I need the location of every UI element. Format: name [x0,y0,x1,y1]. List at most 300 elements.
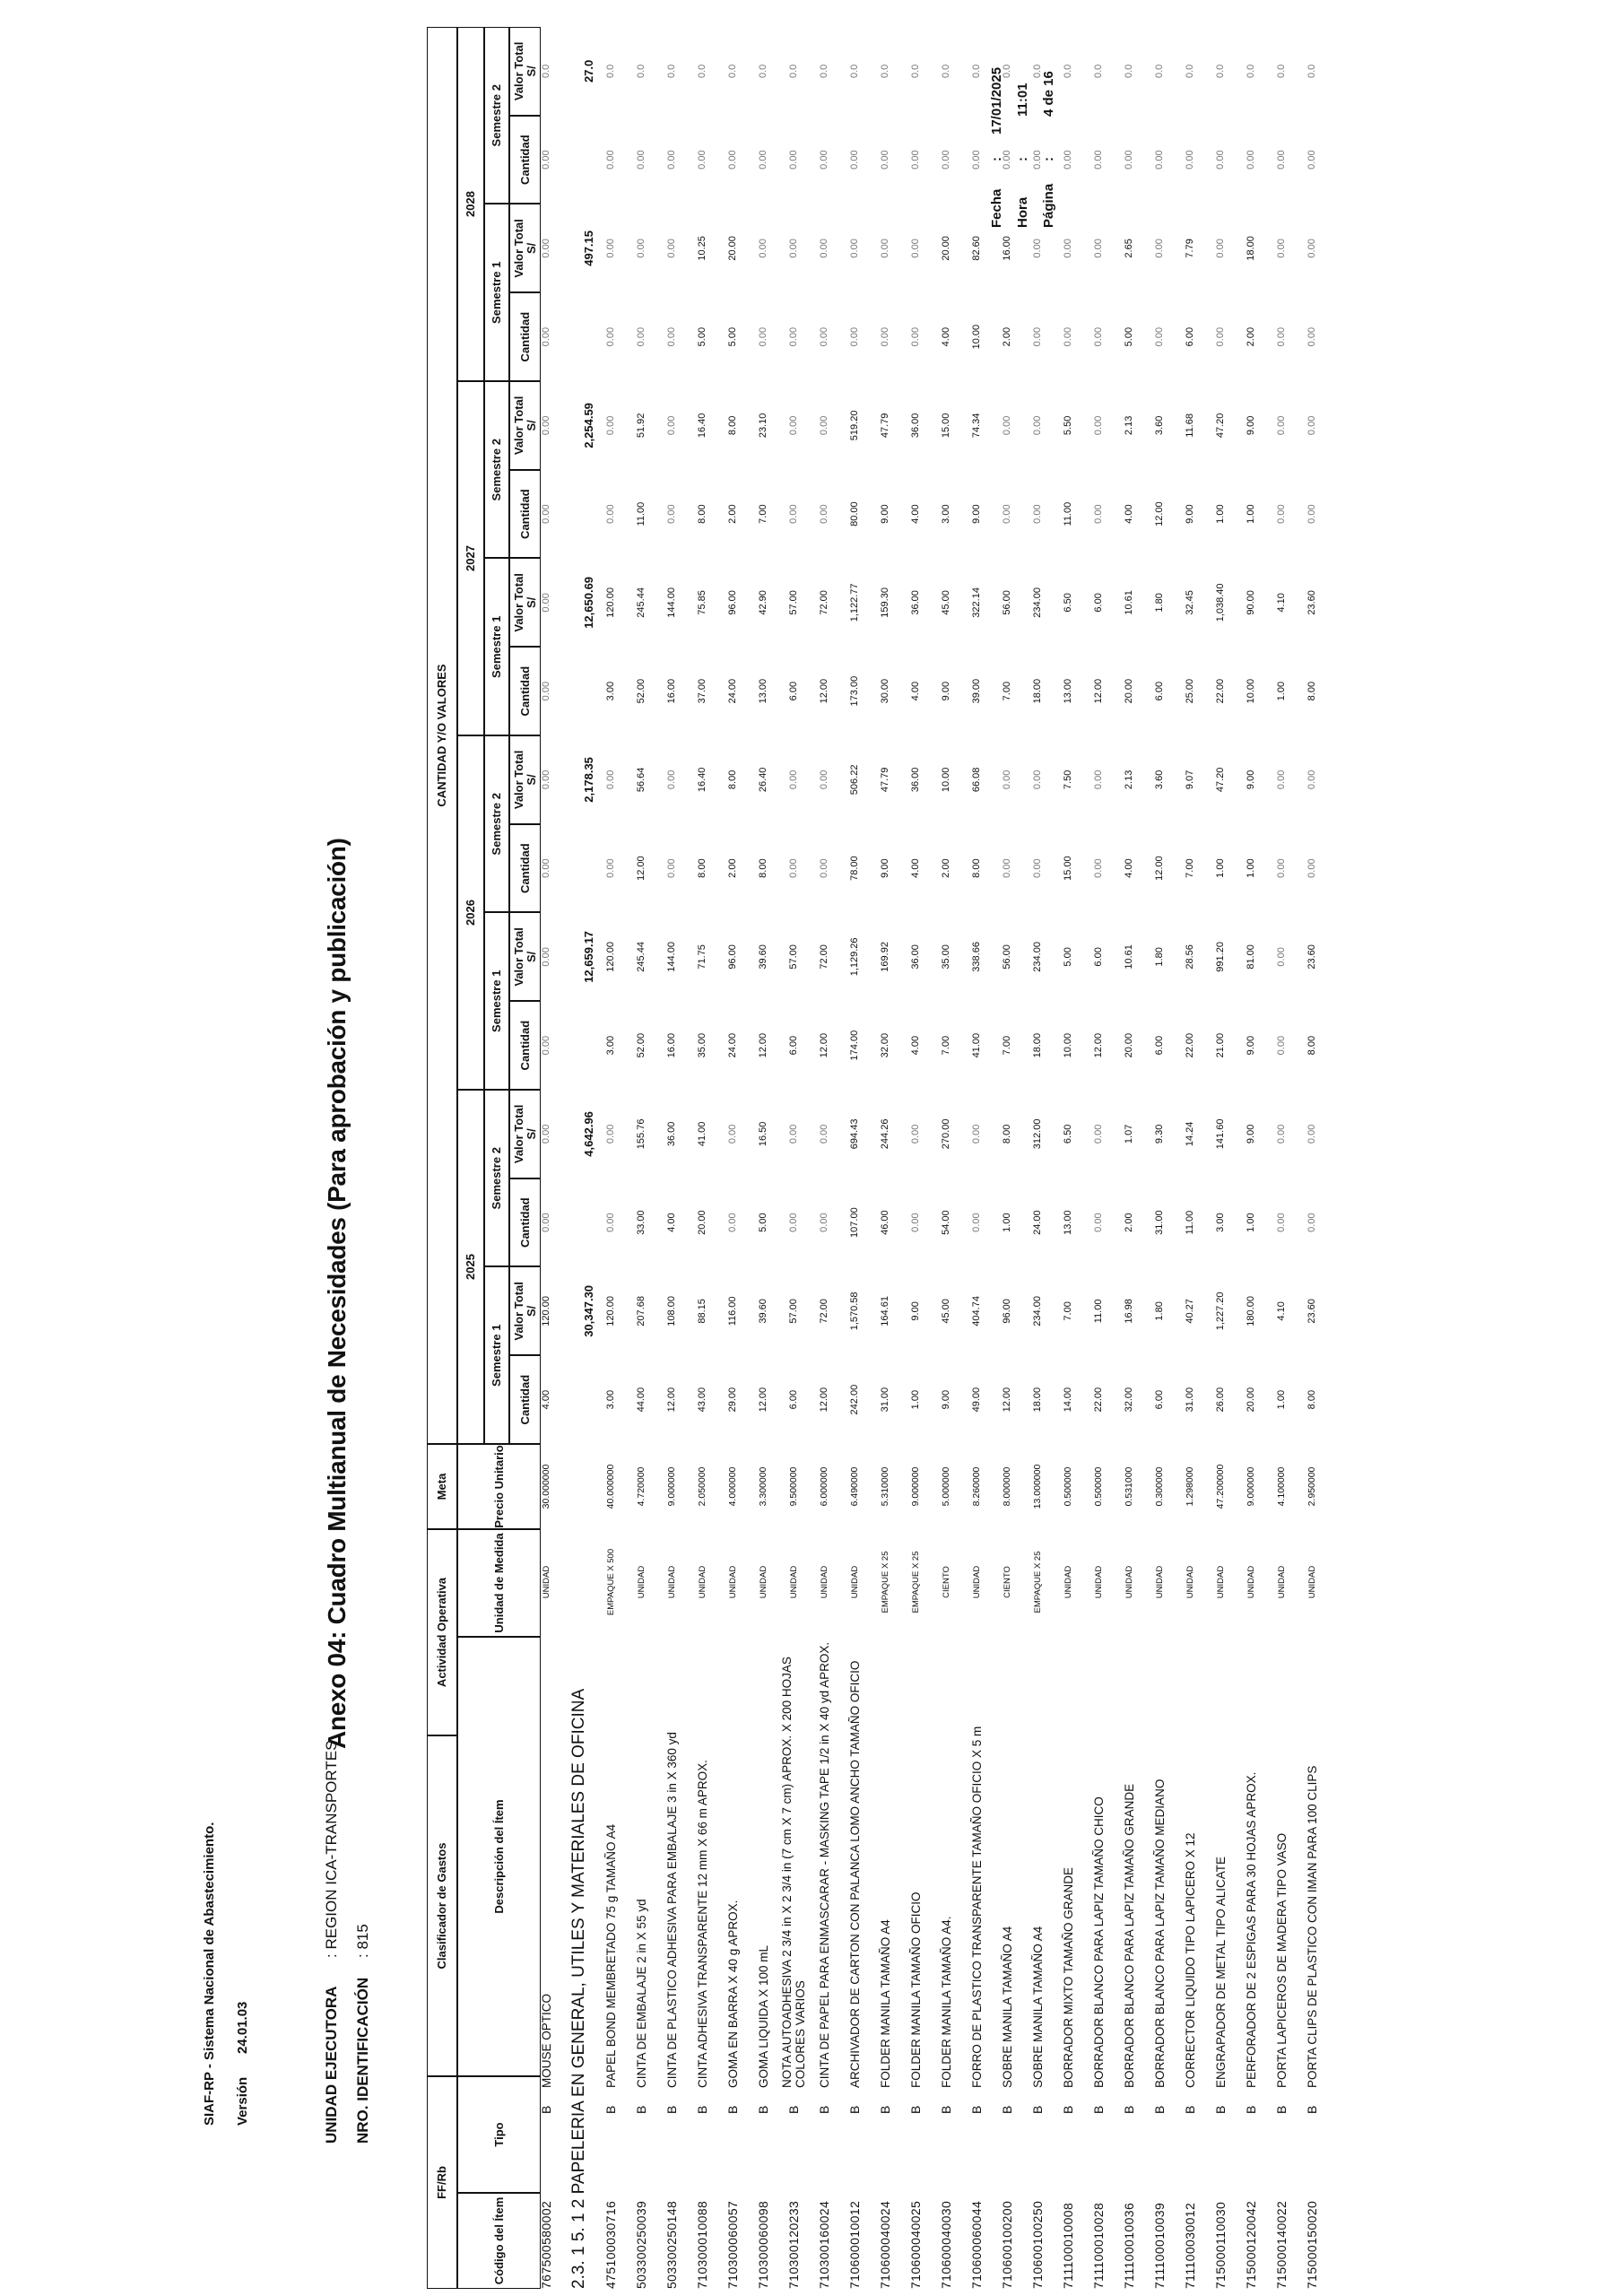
cell-cantidad: 24.00 [726,678,738,704]
table-row [870,0,900,2296]
cell-valor-total: 0.00 [1031,770,1043,790]
item-description: PORTA LAPICEROS DE MADERA TIPO VASO [1274,1832,1289,2088]
item-description: FOLDER MANILA TAMAÑO OFICIO [908,1892,923,2088]
item-tipo: B [1090,2105,1106,2114]
cell-cantidad: 4.00 [940,326,951,347]
cell-cantidad: 0.00 [1214,150,1226,170]
header-cantidad: Cantidad [509,1355,541,1444]
cell-cantidad: 24.00 [726,1032,738,1058]
item-unidad: EMPAQUE X 500 [605,1548,616,1616]
header-year: 2027 [457,381,484,735]
header-cantidad: Cantidad [509,647,541,735]
header-descripcion: Descripción del Ítem [457,1637,541,2076]
cell-cantidad: 0.00 [540,1035,551,1056]
cell-valor-total: 5.50 [1062,415,1073,436]
cell-cantidad: 1.00 [1275,681,1287,701]
cell-valor-total: 8.00 [1001,1124,1012,1144]
cell-cantidad: 9.00 [879,858,890,878]
cell-cantidad: 0.00 [879,326,890,347]
cell-valor-total: 6.00 [1092,593,1104,613]
table-row [961,0,992,2296]
item-tipo: B [1243,2105,1258,2114]
subtotal-value: 12,659.17 [582,930,595,983]
item-code: 710300120233 [785,2200,801,2289]
cell-valor-total: 71.75 [696,944,707,970]
cell-valor-total: 36.00 [909,413,921,439]
item-description: CINTA DE PAPEL PARA ENMASCARAR - MASKING TAPE 1/2 in X 40 yd APROX. [817,1641,831,2088]
cell-cantidad: 0.00 [540,681,551,701]
cell-cantidad: 6.00 [1184,326,1195,347]
cell-valor-total: 3.60 [1153,415,1165,436]
item-precio: 9.000000 [909,1466,921,1507]
cell-cantidad: 0.00 [1275,1035,1287,1056]
item-description: CINTA DE EMBALAJE 2 in X 55 yd [634,1899,648,2088]
cell-valor-total: 57.00 [787,590,799,615]
item-description: BORRADOR MIXTO TAMAÑO GRANDE [1061,1866,1075,2088]
item-code: 710300160024 [816,2200,831,2289]
cell-cantidad: 11.00 [1062,501,1073,526]
cell-valor-total: 39.60 [757,944,768,970]
cell-cantidad: 20.00 [1123,1032,1134,1058]
cell-valor-total: 0.0 [970,64,982,79]
cell-valor-total: 0.0 [1153,64,1165,79]
table-row [1236,0,1266,2296]
cell-cantidad: 18.00 [1031,1387,1043,1413]
cell-valor-total: 120.00 [604,587,616,618]
cell-valor-total: 322.14 [970,587,982,618]
cell-valor-total: 0.00 [1062,239,1073,258]
cell-cantidad: 12.00 [757,1032,768,1058]
cell-cantidad: 0.00 [1092,504,1104,524]
cell-valor-total: 0.00 [1001,415,1012,436]
cell-cantidad: 2.00 [726,504,738,524]
item-code: 710600100250 [1029,2200,1045,2289]
item-precio: 4.000000 [726,1466,738,1507]
cell-valor-total: 0.00 [635,239,647,258]
cell-valor-total: 0.0 [604,64,616,79]
table-row [1266,0,1297,2296]
cell-cantidad: 18.00 [1031,678,1043,704]
cell-valor-total: 1,038.40 [1214,583,1226,622]
cell-valor-total: 144.00 [665,587,677,618]
cell-valor-total: 72.00 [818,944,829,970]
cell-valor-total: 0.00 [757,239,768,258]
item-description: ENGRAPADOR DE METAL TIPO ALICATE [1213,1856,1228,2088]
cell-valor-total: 169.92 [879,942,890,972]
cell-valor-total: 0.0 [879,64,890,79]
cell-cantidad: 1.00 [1245,504,1256,524]
table-row [1175,0,1205,2296]
cell-valor-total: 0.00 [787,770,799,790]
item-description: BORRADOR BLANCO PARA LAPIZ TAMAÑO GRANDE [1122,1783,1136,2088]
cell-cantidad: 12.00 [1153,856,1165,881]
cell-cantidad: 2.00 [1123,1213,1134,1232]
cell-valor-total: 1,122.77 [848,583,860,622]
cell-valor-total: 32.45 [1184,590,1195,615]
cell-cantidad: 0.00 [540,326,551,347]
item-unidad: EMPAQUE X 25 [910,1551,921,1613]
item-description: ARCHIVADOR DE CARTON CON PALANCA LOMO ANCHO TAMAÑO OFICIO [847,1660,862,2088]
item-precio: 0.500000 [1062,1466,1073,1507]
item-tipo: B [603,2105,618,2114]
cell-valor-total: 245.44 [635,942,647,972]
cell-cantidad: 8.00 [1306,681,1317,701]
cell-valor-total: 23.10 [757,413,768,439]
item-unidad: UNIDAD [1154,1565,1165,1599]
cell-valor-total: 0.0 [1306,64,1317,79]
cell-cantidad: 46.00 [879,1210,890,1235]
item-unidad: UNIDAD [758,1565,768,1599]
cell-valor-total: 0.00 [540,239,551,258]
cell-valor-total: 75.85 [696,590,707,615]
cell-valor-total: 0.00 [1306,239,1317,258]
cell-cantidad: 173.00 [848,675,860,707]
cell-cantidad: 0.00 [1275,150,1287,170]
cell-valor-total: 47.20 [1214,767,1226,793]
cell-valor-total: 9.30 [1153,1124,1165,1144]
cell-cantidad: 4.00 [909,1035,921,1056]
version-label: Versión [235,2076,250,2126]
cell-cantidad: 16.00 [665,1032,677,1058]
cell-cantidad: 33.00 [635,1210,647,1235]
item-code: 767500580002 [538,2200,553,2289]
cell-cantidad: 78.00 [848,856,860,881]
cell-valor-total: 18.00 [1245,236,1256,261]
cell-cantidad: 0.00 [1306,326,1317,347]
cell-cantidad: 7.00 [1001,1035,1012,1056]
cell-valor-total: 74.34 [970,413,982,439]
item-code: 710600040024 [877,2200,892,2289]
item-tipo: B [1060,2105,1075,2114]
item-code: 710600040030 [938,2200,953,2289]
item-unidad: UNIDAD [1215,1565,1226,1599]
item-code: 715000150020 [1304,2200,1319,2289]
cell-valor-total: 10.61 [1123,590,1134,615]
cell-cantidad: 24.00 [1031,1210,1043,1235]
item-tipo: B [1304,2105,1319,2114]
cell-cantidad: 0.00 [540,1213,551,1232]
cell-cantidad: 0.00 [787,858,799,878]
table-row [1053,0,1083,2296]
cell-valor-total: 0.00 [848,239,860,258]
cell-valor-total: 0.0 [787,64,799,79]
item-unidad: UNIDAD [1124,1565,1134,1599]
item-code: 710300060057 [725,2200,740,2289]
cell-cantidad: 0.00 [787,326,799,347]
cell-cantidad: 0.00 [1092,1213,1104,1232]
item-description: PORTA CLIPS DE PLASTICO CON IMAN PARA 100 CLIPS [1305,1765,1319,2088]
cell-valor-total: 108.00 [665,1296,677,1326]
cell-valor-total: 0.00 [1001,770,1012,790]
cell-valor-total: 0.0 [540,64,551,79]
header-valor-total: Valor Total S/ [509,27,541,116]
item-description: CINTA ADHESIVA TRANSPARENTE 12 mm X 66 m APROX. [695,1760,709,2088]
cell-cantidad: 13.00 [1062,1210,1073,1235]
cell-valor-total: 0.00 [540,947,551,967]
cell-valor-total: 9.00 [909,1301,921,1321]
cell-cantidad: 6.00 [1153,1389,1165,1410]
cell-valor-total: 159.30 [879,587,890,618]
item-code: 711100010028 [1090,2202,1106,2289]
cell-valor-total: 0.00 [818,1124,829,1144]
cell-cantidad: 174.00 [848,1030,860,1061]
cell-valor-total: 10.25 [696,236,707,261]
item-tipo: B [694,2105,709,2114]
item-precio: 8.000000 [1001,1466,1012,1507]
cell-valor-total: 9.00 [1245,770,1256,790]
cell-cantidad: 0.00 [1306,1213,1317,1232]
cell-cantidad: 0.00 [604,1213,616,1232]
cell-valor-total: 0.00 [1275,947,1287,967]
header-precio: Precio Unitario [457,1444,541,1529]
item-description: BORRADOR BLANCO PARA LAPIZ TAMAÑO MEDIANO [1152,1779,1167,2088]
item-description: PAPEL BOND MEMBRETADO 75 g TAMAÑO A4 [603,1823,618,2088]
item-description: SOBRE MANILA TAMAÑO A4 [1030,1926,1045,2088]
header-valor-total: Valor Total S/ [509,559,541,648]
hora-value: 11:01 [1015,83,1030,117]
cell-valor-total: 90.00 [1245,590,1256,615]
cell-cantidad: 0.00 [1306,504,1317,524]
cell-valor-total: 45.00 [940,590,951,615]
cell-cantidad: 0.00 [1001,150,1012,170]
header-tipo: Tipo [457,2076,541,2193]
item-description: GOMA LIQUIDA X 100 mL [756,1944,770,2088]
cell-cantidad: 0.00 [757,326,768,347]
cell-cantidad: 9.00 [879,504,890,524]
cell-valor-total: 0.0 [940,64,951,79]
cell-cantidad: 0.00 [726,1213,738,1232]
cell-valor-total: 10.00 [940,767,951,793]
cell-valor-total: 0.00 [604,770,616,790]
cell-valor-total: 694.43 [848,1118,860,1150]
cell-valor-total: 96.00 [726,944,738,970]
cell-valor-total: 0.00 [787,239,799,258]
item-code: 503300250148 [664,2200,679,2289]
header-valor-total: Valor Total S/ [509,381,541,470]
cell-valor-total: 16.50 [757,1121,768,1147]
cell-cantidad: 0.00 [604,504,616,524]
cell-valor-total: 519.20 [848,410,860,441]
cell-cantidad: 9.00 [970,504,982,524]
cell-cantidad: 1.00 [1245,858,1256,878]
cell-cantidad: 8.00 [1306,1389,1317,1410]
item-precio: 9.000000 [665,1466,677,1507]
cell-valor-total: 16.98 [1123,1299,1134,1324]
cell-cantidad: 0.00 [1092,150,1104,170]
cell-valor-total: 0.00 [1275,239,1287,258]
item-unidad: UNIDAD [727,1565,738,1599]
cell-valor-total: 0.0 [757,64,768,79]
cell-valor-total: 338.66 [970,942,982,972]
item-description: BORRADOR BLANCO PARA LAPIZ TAMAÑO CHICO [1091,1796,1106,2088]
cell-cantidad: 52.00 [635,678,647,704]
item-code: 711100010008 [1060,2202,1075,2289]
cell-valor-total: 56.00 [1001,944,1012,970]
cell-cantidad: 1.00 [1001,1213,1012,1232]
cell-cantidad: 20.00 [1123,678,1134,704]
cell-valor-total: 11.68 [1184,413,1195,438]
nro-identificacion-label: NRO. IDENTIFICACIÓN [354,1977,371,2144]
cell-valor-total: 0.0 [665,64,677,79]
item-tipo: B [1029,2105,1045,2114]
cell-valor-total: 15.00 [940,413,951,439]
cell-cantidad: 7.00 [1184,858,1195,878]
item-precio: 0.531000 [1123,1466,1134,1507]
cell-cantidad: 0.00 [540,150,551,170]
item-code: 715000140022 [1273,2200,1289,2289]
cell-cantidad: 6.00 [1153,1035,1165,1056]
cell-valor-total: 8.00 [726,770,738,790]
cell-cantidad: 13.00 [757,678,768,704]
table-row [1083,0,1114,2296]
cell-valor-total: 36.00 [909,944,921,970]
cell-valor-total: 0.00 [665,415,677,436]
table-row [687,0,717,2296]
table-row [1022,0,1053,2296]
cell-valor-total: 96.00 [1001,1299,1012,1324]
item-tipo: B [846,2105,862,2114]
cell-valor-total: 1.80 [1153,947,1165,967]
cell-cantidad: 0.00 [1001,504,1012,524]
item-code: 711100010036 [1121,2202,1136,2289]
cell-cantidad: 0.00 [940,150,951,170]
cell-cantidad: 0.00 [787,150,799,170]
item-tipo: B [968,2105,984,2114]
cell-valor-total: 0.0 [1001,64,1012,79]
cell-cantidad: 4.00 [909,681,921,701]
cell-valor-total: 96.00 [726,590,738,615]
cell-cantidad: 41.00 [970,1032,982,1058]
header-codigo: Código del Ítem [457,2193,541,2289]
table-row [1144,0,1175,2296]
item-description: FOLDER MANILA TAMAÑO A4. [939,1916,953,2088]
cell-cantidad: 0.00 [1306,150,1317,170]
item-tipo: B [785,2105,801,2114]
cell-cantidad: 5.00 [757,1213,768,1232]
cell-valor-total: 0.0 [726,64,738,79]
cell-valor-total: 0.00 [540,593,551,613]
header-semester: Semestre 1 [484,204,509,382]
cell-cantidad: 11.00 [635,501,647,526]
cell-cantidad: 13.00 [1062,678,1073,704]
item-precio: 4.720000 [635,1466,647,1507]
cell-cantidad: 0.00 [1184,150,1195,170]
cell-valor-total: 81.00 [1245,944,1256,970]
cell-valor-total: 16.40 [696,413,707,439]
cell-cantidad: 1.00 [1214,858,1226,878]
cell-valor-total: 991.20 [1214,942,1226,972]
cell-valor-total: 0.00 [665,239,677,258]
cell-valor-total: 0.0 [1092,64,1104,79]
header-cantidad: Cantidad [509,824,541,913]
cell-cantidad: 16.00 [665,678,677,704]
item-unidad: UNIDAD [541,1565,551,1599]
header-cantidad-valores: CANTIDAD Y/O VALORES [427,27,457,1444]
item-code: 710600040025 [907,2200,923,2289]
cell-valor-total: 0.00 [909,1124,921,1144]
item-code: 503300250039 [633,2200,648,2289]
cell-cantidad: 0.00 [635,150,647,170]
item-unidad: CIENTO [1002,1566,1012,1598]
cell-cantidad: 1.00 [1275,1389,1287,1410]
cell-cantidad: 21.00 [1214,1032,1226,1058]
item-description: GOMA EN BARRA X 40 g APROX. [725,1900,740,2088]
cell-cantidad: 0.00 [540,858,551,878]
item-precio: 2.050000 [696,1466,707,1507]
table-row [778,0,809,2296]
cell-cantidad: 9.00 [1245,1035,1256,1056]
cell-valor-total: 0.00 [970,1124,982,1144]
cell-cantidad: 8.00 [1306,1035,1317,1056]
subtotal-value: 27.0 [582,59,595,83]
cell-valor-total: 155.76 [635,1118,647,1150]
item-precio: 8.260000 [970,1466,982,1507]
table-row [809,0,839,2296]
item-unidad: UNIDAD [1093,1565,1104,1599]
cell-cantidad: 107.00 [848,1207,860,1238]
cell-valor-total: 207.68 [635,1296,647,1326]
cell-cantidad: 54.00 [940,1210,951,1235]
cell-valor-total: 6.50 [1062,593,1073,613]
item-tipo: B [999,2105,1014,2114]
cell-valor-total: 72.00 [818,1299,829,1324]
cell-cantidad: 25.00 [1184,678,1195,704]
cell-valor-total: 0.00 [787,415,799,436]
item-precio: 30.000000 [540,1464,551,1509]
cell-valor-total: 57.00 [787,944,799,970]
cell-valor-total: 36.00 [665,1121,677,1147]
subtotal-value: 497.15 [582,230,595,266]
cell-valor-total: 234.00 [1031,1296,1043,1326]
version-value: 24.01.03 [235,2001,250,2054]
table-row [1205,0,1236,2296]
cell-valor-total: 7.79 [1184,239,1195,258]
item-precio: 9.000000 [1245,1466,1256,1507]
cell-valor-total: 1,570.58 [848,1292,860,1331]
cell-valor-total: 0.00 [604,239,616,258]
cell-valor-total: 47.79 [879,767,890,793]
cell-cantidad: 12.00 [818,1387,829,1413]
cell-cantidad: 37.00 [696,678,707,704]
cell-cantidad: 0.00 [604,150,616,170]
item-description: FORRO DE PLASTICO TRANSPARENTE TAMAÑO OFICIO X 5 m [969,1726,984,2088]
cell-cantidad: 7.00 [757,504,768,524]
item-precio: 13.000000 [1031,1464,1043,1509]
cell-cantidad: 5.00 [726,326,738,347]
cell-cantidad: 20.00 [1245,1387,1256,1413]
cell-cantidad: 0.00 [1153,150,1165,170]
cell-valor-total: 20.00 [940,236,951,261]
cell-cantidad: 10.00 [970,324,982,350]
cell-valor-total: 144.00 [665,942,677,972]
header-year: 2028 [457,27,484,381]
cell-cantidad: 8.00 [970,858,982,878]
cell-cantidad: 22.00 [1092,1387,1104,1413]
item-tipo: B [938,2105,953,2114]
cell-valor-total: 9.07 [1184,770,1195,790]
cell-cantidad: 4.00 [1123,858,1134,878]
cell-valor-total: 120.00 [540,1296,551,1326]
item-unidad: UNIDAD [788,1565,799,1599]
cell-cantidad: 12.00 [1153,501,1165,526]
item-tipo: B [877,2105,892,2114]
subtotal-row [561,0,595,2296]
cell-valor-total: 0.00 [1275,770,1287,790]
header-cantidad: Cantidad [509,470,541,559]
cell-valor-total: 8.00 [726,415,738,436]
subtotal-value: 4,642.96 [582,1111,595,1157]
cell-valor-total: 0.00 [1031,415,1043,436]
